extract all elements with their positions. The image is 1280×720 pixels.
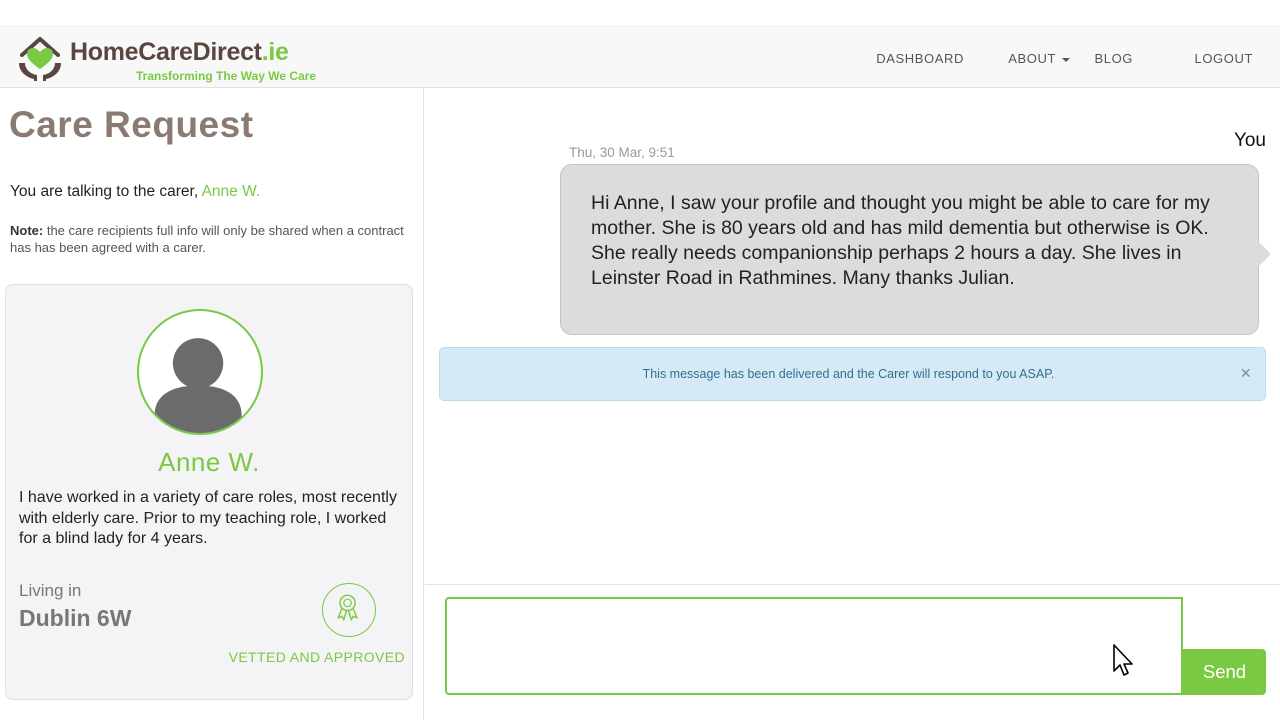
user-silhouette-icon — [139, 311, 261, 433]
note-label: Note: — [10, 223, 44, 238]
carer-profile-card — [5, 284, 413, 700]
nav-about[interactable] — [1008, 51, 1070, 66]
nav-dashboard[interactable]: DASHBOARD — [876, 51, 964, 66]
chevron-down-icon — [1062, 58, 1070, 62]
chat-panel — [425, 88, 1280, 720]
vetted-badge-label: VETTED AND APPROVED — [228, 649, 405, 665]
brand-logo-link[interactable] — [16, 33, 336, 87]
talking-to-text — [10, 183, 260, 201]
message-sender: You — [1233, 130, 1266, 151]
send-button[interactable]: Send — [1183, 649, 1266, 695]
nav-about-label: ABOUT — [1008, 51, 1056, 66]
close-icon[interactable]: × — [1240, 363, 1251, 383]
award-ribbon-icon — [323, 584, 374, 635]
talking-prefix: You are talking to the carer, — [10, 183, 202, 200]
carer-name-link[interactable]: Anne W. — [201, 183, 261, 200]
message-composer — [425, 584, 1280, 720]
delivery-alert — [439, 347, 1266, 401]
request-sidebar — [0, 88, 424, 720]
message-timestamp: Thu, 30 Mar, 9:51 — [569, 145, 675, 160]
message-bubble: Hi Anne, I saw your profile and thought you might be able to care for my mother. She is 80 years old and has mild dementia but otherwise is OK. She really needs companionship perhaps 2 hours a day. She lives in Leinster Road in Rathmines. Many thanks Julian. — [560, 164, 1259, 335]
living-value: Dublin 6W — [19, 605, 132, 631]
award-badge — [322, 583, 376, 637]
bubble-pointer — [1257, 240, 1271, 268]
heart-hands-icon — [16, 33, 64, 83]
page-title: Care Request — [9, 104, 254, 145]
nav-blog[interactable]: BLOG — [1094, 51, 1133, 66]
navbar — [0, 26, 1280, 88]
note-text: the care recipients full info will only be shared when a contract has has been agreed with a carer. — [10, 223, 404, 255]
avatar — [137, 309, 263, 435]
mouse-pointer-icon — [1112, 643, 1138, 679]
carer-bio: I have worked in a variety of care roles, most recently with elderly care. Prior to my teaching role, I worked for a blind lady for 4 years. — [19, 489, 397, 547]
nav-logout[interactable]: LOGOUT — [1194, 51, 1253, 66]
message-input[interactable] — [445, 597, 1183, 695]
living-label: Living in — [19, 581, 82, 600]
carer-name: Anne W. — [158, 447, 260, 477]
brand-name: HomeCareDirect.ie — [70, 38, 289, 66]
brand-tagline: Transforming The Way We Care — [136, 69, 317, 83]
privacy-note — [10, 222, 410, 256]
alert-text: This message has been delivered and the Carer will respond to you ASAP. — [642, 367, 1055, 381]
